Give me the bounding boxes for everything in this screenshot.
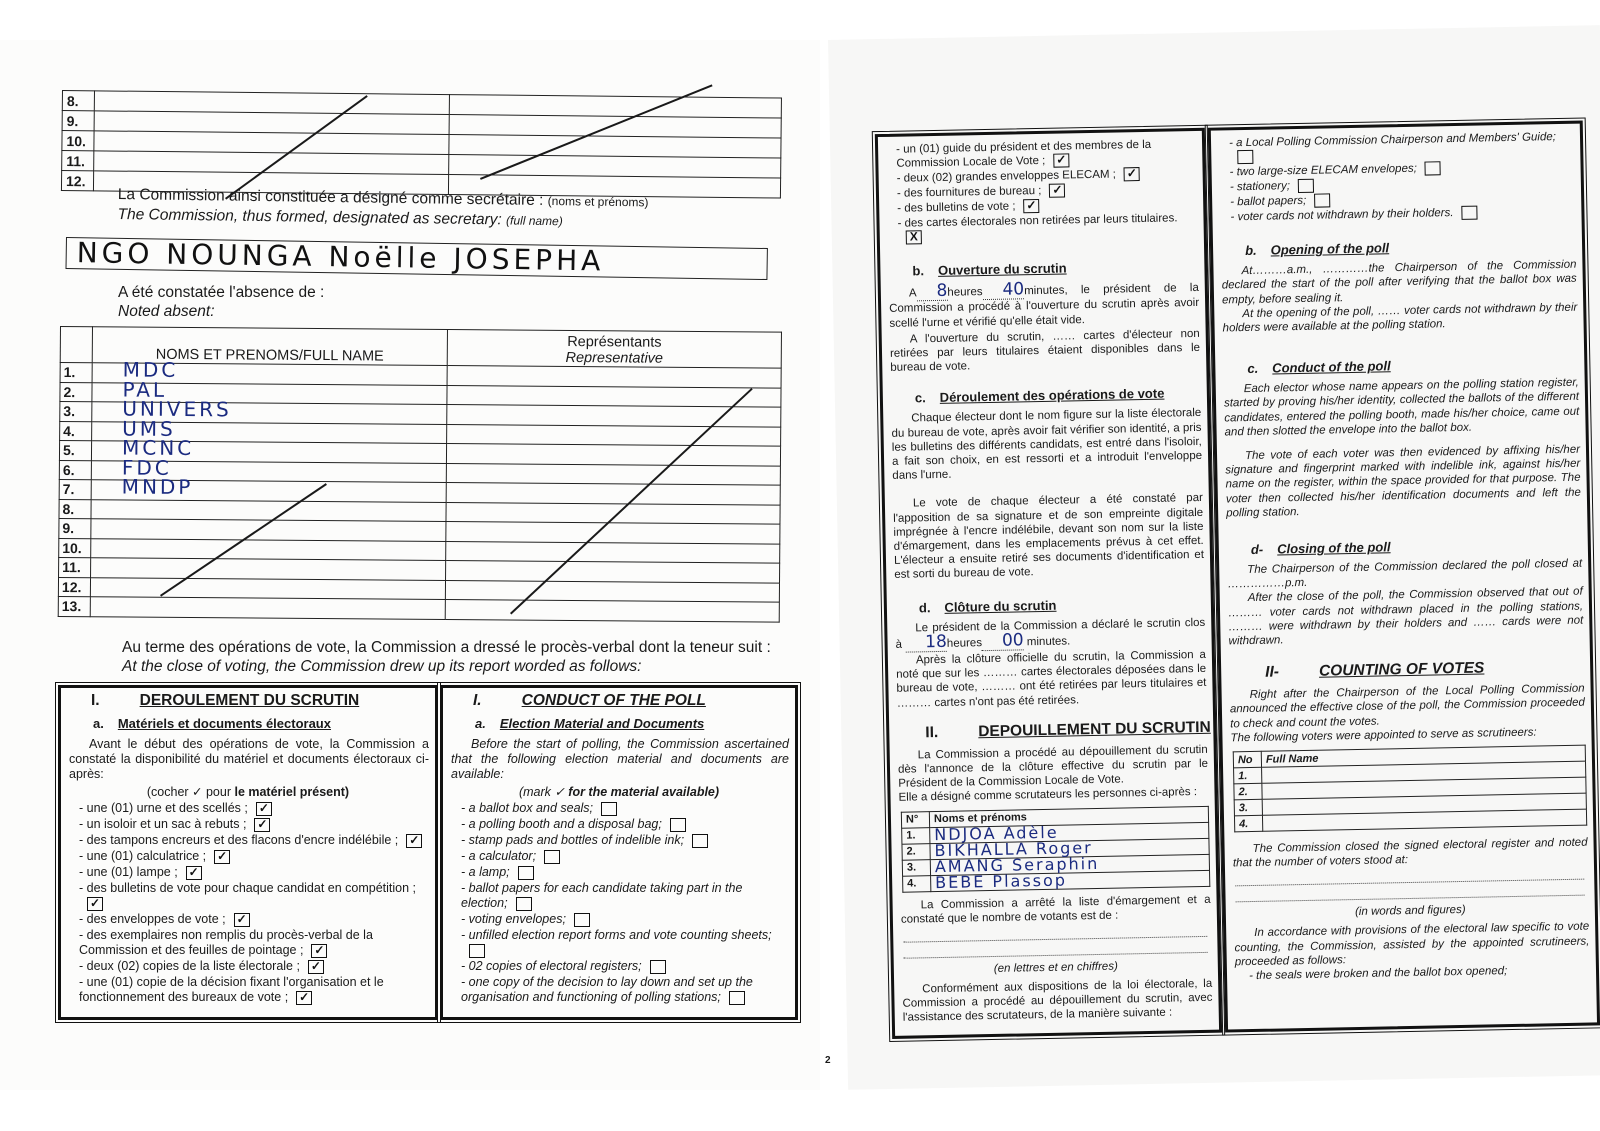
absent-name-cell[interactable]: MCNC: [91, 441, 446, 463]
checkbox[interactable]: [1461, 206, 1477, 220]
checkbox[interactable]: [518, 866, 534, 880]
absent-name-cell[interactable]: PAL: [92, 382, 447, 404]
checkbox[interactable]: ✓: [308, 960, 324, 974]
rep-header-fr: Représentants: [567, 333, 662, 351]
table-row: 2. BIKHALLA Roger: [902, 838, 1209, 860]
absent-name-cell[interactable]: MNDP: [91, 480, 446, 502]
closing-hours-field[interactable]: 18: [905, 635, 947, 653]
checkbox[interactable]: X: [906, 230, 922, 244]
table-row: 13.: [58, 596, 779, 621]
material-checklist-en: [443, 799, 795, 1005]
subsection-heading: c. Déroulement des opérations de vote: [914, 385, 1165, 406]
subsection-heading: d. Clôture du scrutin: [918, 597, 1057, 615]
table-row: 8.: [62, 91, 781, 119]
voters-count-field[interactable]: [1235, 874, 1584, 887]
table-row: 2.: [1234, 777, 1586, 800]
checkbox[interactable]: ✓: [1023, 199, 1039, 213]
checklist-item: - un isoloir et un sac à rebuts ; ✓: [79, 817, 429, 832]
section-numeral: I.: [473, 692, 482, 709]
scrutineer-name-cell[interactable]: BIKHALLA Roger: [930, 838, 1209, 859]
table-row: 2. PAL: [60, 382, 781, 407]
table-row: 4. BEBE Plassop: [903, 870, 1210, 892]
absent-label-fr: A été constatée l'absence de :: [118, 284, 325, 301]
subsection-heading: [61, 710, 435, 731]
table-row: 11.: [59, 557, 780, 582]
checkbox[interactable]: [650, 960, 666, 974]
checkbox[interactable]: ✓: [214, 850, 230, 864]
rep-header-en: Representative: [565, 349, 664, 367]
scrutineer-name-cell[interactable]: BEBE Plassop: [931, 870, 1210, 891]
checklist-item: - ballot papers;: [1230, 189, 1575, 210]
counting-paragraph-2: The following voters were appointed to serve as scrutineers:: [1230, 726, 1537, 745]
table-row: 3. UNIVERS: [60, 402, 781, 427]
checklist-item: - a Local Polling Commission Chairperson and Members' Guide;: [1229, 130, 1574, 165]
table-row: 9.: [59, 518, 780, 543]
counting-paragraph-1: Right after the Chairperson of the Local Polling Commission announced the effective close of the poll, the Commission proceeded to check and count the votes.: [1229, 682, 1585, 731]
counting-paragraph-3: The Commission closed the signed electoral register and noted that the number of voters stood at:: [1232, 836, 1588, 870]
table-row: 6. FDC: [59, 460, 780, 485]
words-figures-hint: (in words and figures): [1354, 904, 1466, 919]
representative-cell[interactable]: [446, 502, 780, 524]
closing-paragraph: The Chairperson of the Commission declared the poll closed at ……………p.m.: [1227, 557, 1583, 591]
counting-paragraph-1: La Commission a procédé au dépouillement du scrutin dès l'annonce de la clôture effective du scrutin par le Président de la Commission Locale de Vote.: [897, 743, 1209, 791]
table-row: 8.: [59, 499, 780, 524]
conduct-paragraph-1: Each elector whose name appears on the polling station register, started by proving his/her identity, collected the ballots of the different candidates, entered the polling booth, made his/her choice, came out and then slotted the envelope into the ballot box.: [1223, 376, 1580, 439]
representative-cell[interactable]: [445, 600, 779, 622]
left-page: [0, 40, 820, 1090]
representative-cell[interactable]: [446, 522, 780, 544]
table-row: 4.: [1234, 809, 1586, 832]
checklist-item: - des exemplaires non remplis du procès-verbal de la Commission et des feuilles de pointage ; ✓: [79, 928, 429, 958]
checklist-item: - des bulletins de vote ; ✓: [897, 196, 1197, 216]
checklist-item: - deux (02) copies de la liste électorale ; ✓: [79, 959, 429, 974]
checklist-item: - des fournitures de bureau ; ✓: [897, 181, 1197, 201]
checklist-item: - des cartes électorales non retirées par leurs titulaires.X: [897, 211, 1197, 245]
absent-name-cell[interactable]: FDC: [91, 460, 446, 482]
checkbox[interactable]: [574, 913, 590, 927]
absent-name-cell[interactable]: UMS: [92, 421, 447, 443]
table-row: 3. AMANG Seraphin: [902, 854, 1209, 876]
section-numeral: I.: [91, 692, 100, 709]
subsection-title: Matériels et documents électoraux: [117, 716, 331, 731]
checkbox[interactable]: ✓: [296, 991, 312, 1005]
secretary-name-field[interactable]: [65, 237, 767, 280]
table-row: 11.: [62, 151, 781, 179]
checklist-item: - unfilled election report forms and vote counting sheets;: [461, 928, 789, 958]
absent-label: [118, 283, 324, 321]
checklist-item: - a calculator;: [461, 849, 789, 864]
intro-paragraph: Avant le début des opérations de vote, la Commission a constaté la disponibilité du matériel et documents électoraux ci-après:: [69, 737, 429, 781]
material-checklist-fr: [61, 799, 435, 1005]
checklist-item: - un (01) guide du président et des membres de la Commission Locale de Vote ; ✓: [896, 137, 1196, 171]
checkbox[interactable]: [670, 818, 686, 832]
representative-cell[interactable]: [446, 463, 780, 485]
checkbox[interactable]: ✓: [406, 834, 422, 848]
checklist-item: - one copy of the decision to lay down and set up the organisation and functioning of polling stations;: [461, 975, 789, 1005]
voters-count-field[interactable]: [903, 931, 1207, 943]
checkbox[interactable]: ✓: [254, 818, 270, 832]
checkbox[interactable]: [729, 991, 745, 1005]
table-row: 7. MNDP: [59, 479, 780, 504]
checklist-item: - a ballot box and seals;: [461, 801, 789, 816]
counting-paragraph-5: - the seals were broken and the ballot box opened;: [1248, 965, 1508, 983]
checklist-item: - stationery;: [1230, 174, 1575, 195]
representative-cell[interactable]: [446, 483, 780, 505]
secretary-label-en: The Commission, thus formed, designated as secretary:: [117, 205, 502, 229]
table-row: 12.: [58, 577, 779, 602]
table-row: 1. MDC: [60, 363, 781, 388]
representative-cell[interactable]: [445, 580, 779, 602]
checklist-item: - stamp pads and bottles of indelible ink;: [461, 833, 789, 848]
checkbox[interactable]: [516, 897, 532, 911]
closing-paragraph: Le président de la Commission a déclaré le scrutin clos à 18heures 00 minutes.: [895, 616, 1206, 653]
closing-statement: [122, 638, 771, 676]
subsection-heading: d- Closing of the poll: [1250, 539, 1391, 557]
checklist-item: - des bulletins de vote pour chaque candidat en compétition ;✓: [79, 881, 429, 911]
checkbox[interactable]: ✓: [1049, 184, 1065, 198]
checklist-item: - voter cards not withdrawn by their holders.: [1230, 204, 1575, 225]
subsection-letter: a.: [475, 716, 486, 731]
checklist-item: - a lamp;: [461, 865, 789, 880]
right-page: [828, 25, 1600, 1090]
counting-paragraph-4: Conformément aux dispositions de la loi électorale, la Commission a procédé au dépouillement du scrutin, avec l'assistance des scrutateurs, de la manière suivante :: [902, 977, 1213, 1025]
counting-paragraph-3: La Commission a arrêté la liste d'émargement et a constaté que le nombre de votants est de :: [900, 893, 1211, 926]
table-row: 4. UMS: [60, 421, 781, 446]
scrutineers-table-fr: [901, 805, 1210, 892]
section-title: CONDUCT OF THE POLL: [521, 692, 706, 709]
checklist-item: - des tampons encreurs et des flacons d'encre indélébile ; ✓: [79, 833, 429, 848]
table-row: 12.: [61, 171, 780, 199]
subsection-heading: b. Opening of the poll: [1244, 240, 1390, 259]
checklist-item: - une (01) lampe ; ✓: [79, 865, 429, 880]
section-right-en: [1208, 121, 1600, 1033]
checklist-item: - voting envelopes;: [461, 912, 789, 927]
conduct-paragraph-1: Chaque électeur dont le nom figure sur la liste électorale du bureau de vote, après avoir fait vérifier son identité, a pris les bulletins des différents candidats, est entré dans l'isoloir, a fait son choix, en est ressorti et a introduit l'enveloppe dans l'urne.: [891, 407, 1203, 483]
conduct-paragraph-2: Le vote de chaque électeur a été constaté par l'apposition de sa signature et de son empreinte digitale imprégnée à l'encre indélébile, devant son nom sur la liste d'émargement, dans les emplacements prévus à cet effet. L'électeur a ensuite retiré ses documents d'identification et est sorti du bureau de vote.: [893, 492, 1205, 582]
table-row: 10.: [62, 131, 781, 159]
opening-paragraph: A 8heures 40minutes, le président de la Commission a procédé à l'ouverture du scrutin après avoir scellé l'urne et vérifié qu'elle était vide.: [889, 279, 1200, 330]
opening-paragraph: At………a.m., …………the Chairperson of the Commission declared the start of the poll after verifying that the ballot box was empty, before sealing it.: [1221, 258, 1577, 307]
absent-name-cell[interactable]: MDC: [92, 363, 447, 385]
words-figures-hint: (en lettres et en chiffres): [993, 960, 1118, 976]
secretary-hint-fr: (noms et prénoms): [547, 194, 649, 210]
table-row: 3.: [1234, 793, 1586, 816]
closing-paragraph-2: Après la clôture officielle du scrutin, la Commission a noté que sur les ……… cartes électorales déposées dans le bureau de vote, ……… ont été retirées par leurs titulaires et ……… cartes n'ont pas été retirées.: [896, 648, 1207, 710]
table-row: 1.: [1234, 761, 1586, 784]
secretary-label: [117, 185, 648, 232]
checklist-item: - deux (02) grandes enveloppes ELECAM ; ✓: [897, 166, 1197, 186]
check-hint: (cocher ✓ pour le matériel présent): [146, 785, 350, 799]
check-hint: (mark ✓ for the material available): [518, 785, 720, 799]
column-header-representative: [447, 330, 781, 369]
table-header-row: No Full Name: [1233, 745, 1585, 768]
checkbox[interactable]: ✓: [311, 944, 327, 958]
checkbox[interactable]: ✓: [87, 897, 103, 911]
absent-name-cell[interactable]: [90, 597, 445, 619]
representative-cell[interactable]: [446, 541, 780, 563]
closing-statement-fr: Au terme des opérations de vote, la Commission a dressé le procès-verbal dont la teneur suit :: [122, 639, 771, 656]
section-heading: II. DEPOUILLEMENT DU SCRUTIN: [925, 718, 1211, 742]
material-checklist-en-cont: [1211, 124, 1582, 225]
checkbox[interactable]: [601, 802, 617, 816]
secretary-label-fr: La Commission ainsi constituée a désigné comme secrétaire :: [117, 185, 544, 209]
checkbox[interactable]: [1425, 161, 1441, 175]
checklist-item: - ballot papers for each candidate taking part in the election;: [461, 881, 789, 911]
checklist-item: - une (01) calculatrice ; ✓: [79, 849, 429, 864]
counting-paragraph-2: Elle a désigné comme scrutateurs les personnes ci-après :: [898, 786, 1198, 805]
checkbox[interactable]: [1237, 150, 1253, 164]
subsection-heading: [443, 710, 795, 731]
representative-cell[interactable]: [447, 385, 781, 407]
secretary-name-value: NGO NOUNGA Noëlle JOSEPHA: [76, 236, 605, 278]
table-row: 5. MCNC: [59, 441, 780, 466]
section-conduct-en: [440, 685, 798, 1020]
section-deroulement-fr: [58, 685, 438, 1020]
intro-paragraph: Before the start of polling, the Commission ascertained that the following election material and documents are available:: [451, 737, 789, 781]
checkbox[interactable]: ✓: [186, 866, 202, 880]
closing-minutes-field[interactable]: 00: [982, 633, 1024, 651]
checklist-item: - une (01) copie de la décision fixant l'organisation et le fonctionnement des bureaux de vote ; ✓: [79, 975, 429, 1005]
checkbox[interactable]: [1314, 193, 1330, 207]
page-number: 2: [825, 1055, 831, 1066]
checkbox[interactable]: [544, 850, 560, 864]
scrutineers-table-en: [1233, 745, 1587, 833]
checkbox[interactable]: [469, 944, 485, 958]
members-table-tail: [61, 90, 782, 199]
table-row: 9.: [62, 111, 781, 139]
absent-name-cell[interactable]: UNIVERS: [92, 402, 447, 424]
opening-paragraph-2: At the opening of the poll, …… voter cards not withdrawn by their holders were available at the polling station.: [1222, 301, 1578, 335]
section-right-fr: [875, 128, 1222, 1039]
column-header-name: NOMS ET PRENOMS/FULL NAME: [92, 327, 447, 366]
section-heading: [443, 688, 795, 710]
checkbox[interactable]: ✓: [1053, 153, 1069, 167]
checkbox[interactable]: ✓: [234, 913, 250, 927]
closing-paragraph-2: After the close of the poll, the Commission observed that out of ……… voter cards not withdrawn placed in the polling stations, ……… were withdrawn by their holders and …… cards were not withdrawn.: [1227, 586, 1584, 648]
opening-hours-field[interactable]: 8: [916, 284, 947, 302]
subsection-letter: a.: [93, 716, 104, 731]
checklist-item: - 02 copies of electoral registers;: [461, 959, 789, 974]
checklist-item: - a polling booth and a disposal bag;: [461, 817, 789, 832]
table-row: 10.: [59, 538, 780, 563]
checklist-item: - des enveloppes de vote ; ✓: [79, 912, 429, 927]
counting-paragraph-4: In accordance with provisions of the electoral law specific to vote counting, the Commission, assisted by the appointed scrutineers, proceeded as follows:: [1234, 920, 1590, 969]
subsection-heading: b. Ouverture du scrutin: [912, 260, 1067, 279]
scrutineer-name-cell[interactable]: NDJOA Adèle: [930, 822, 1209, 843]
absent-label-en: Noted absent:: [118, 303, 215, 320]
checklist-item: - une (01) urne et des scellés ; ✓: [79, 801, 429, 816]
table-header-row: N° Noms et prénoms: [901, 806, 1208, 828]
section-title: DEROULEMENT DU SCRUTIN: [139, 692, 360, 709]
checkbox[interactable]: [692, 834, 708, 848]
closing-statement-en: At the close of voting, the Commission drew up its report worded as follows:: [122, 658, 642, 675]
representative-cell[interactable]: [446, 444, 780, 466]
representative-cell[interactable]: [447, 366, 781, 388]
checkbox[interactable]: ✓: [1124, 167, 1140, 181]
checklist-item: - two large-size ELECAM envelopes;: [1229, 159, 1574, 180]
representative-cell[interactable]: [446, 561, 780, 583]
opening-paragraph-2: A l'ouverture du scrutin, …… cartes d'électeur non retirées par leurs titulaires étaient disponibles dans le bureau de vote.: [889, 327, 1201, 375]
material-checklist-fr-cont: [878, 131, 1204, 245]
section-heading: II- COUNTING OF VOTES: [1265, 659, 1485, 681]
checkbox[interactable]: [1298, 179, 1314, 193]
subsection-title: Election Material and Documents: [499, 716, 705, 731]
opening-minutes-field[interactable]: 40: [982, 282, 1024, 300]
conduct-paragraph-2: The vote of each voter was then evidenced by affixing his/her signature and fingerprint marked with indelible ink, against his/her name on the register, within the space provided for that purpose. The voter then collected his/her identification documents and left the polling station.: [1225, 443, 1581, 520]
scrutineer-name-cell[interactable]: AMANG Seraphin: [930, 854, 1209, 875]
section-heading: [61, 688, 435, 710]
secretary-hint-en: (full name): [505, 213, 563, 229]
subsection-heading: c. Conduct of the poll: [1247, 358, 1391, 377]
checkbox[interactable]: ✓: [256, 802, 272, 816]
absent-table: [58, 326, 782, 622]
representative-cell[interactable]: [447, 424, 781, 446]
table-row: 1. NDJOA Adèle: [902, 822, 1209, 844]
